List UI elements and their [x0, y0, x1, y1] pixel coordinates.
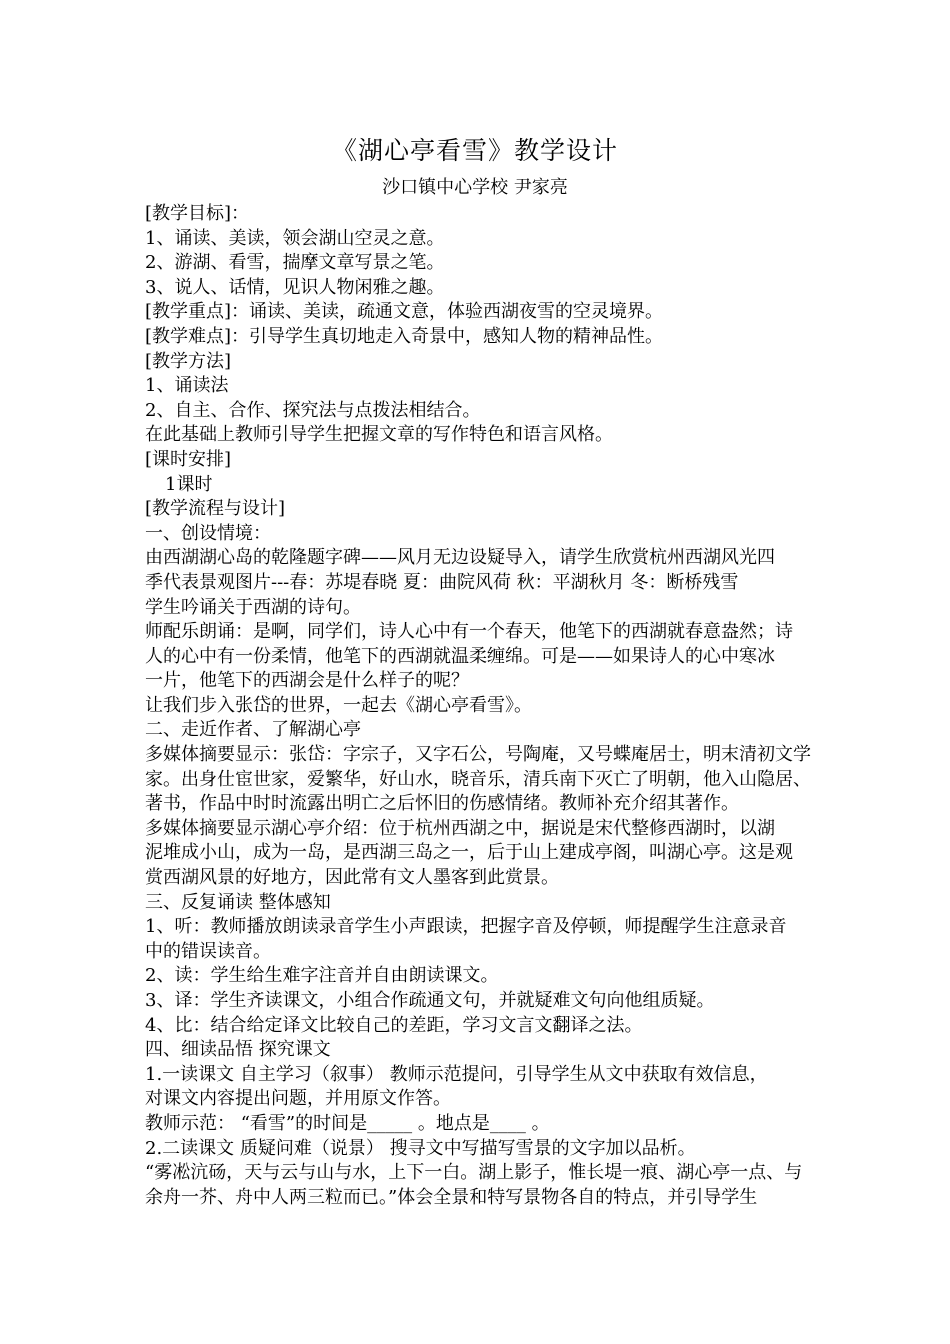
paragraph-line: 对课文内容提出问题，并用原文作答。: [145, 1088, 451, 1110]
paragraph-line: 1、听：教师播放朗读录音学生小声跟读，把握字音及停顿，师提醒学生注意录音: [145, 916, 787, 938]
paragraph-line: 2、读：学生给生难字注音并自由朗读课文。: [145, 965, 499, 987]
method-item: 1、诵读法: [145, 375, 229, 397]
document-body: [145, 202, 825, 1210]
paragraph-line: 赏西湖风景的好地方，因此常有文人墨客到此赏景。: [145, 867, 559, 889]
objective-item: 2、游湖、看雪，揣摩文章写景之笔。: [145, 252, 445, 274]
paragraph-line: 2.二读课文 质疑问难（说景） 搜寻文中写描写雪景的文字加以品析。: [145, 1137, 696, 1159]
paragraph-line: 师配乐朗诵：是啊，同学们，诗人心中有一个春天，他笔下的西湖就春意盎然；诗: [145, 621, 793, 643]
difficult-points: [教学难点]：引导学生真切地走入奇景中，感知人物的精神品性。: [145, 325, 664, 347]
paragraph-line: 一片，他笔下的西湖会是什么样子的呢？: [145, 670, 469, 692]
paragraph-line: “雾凇沆砀，天与云与山与水，上下一白。湖上影子，惟长堤一痕、湖心亭一点、与: [145, 1162, 803, 1184]
section-heading-schedule: [课时安排]: [145, 448, 232, 470]
paragraph-line: 多媒体摘要显示湖心亭介绍：位于杭州西湖之中，据说是宋代整修西湖时，以湖: [145, 817, 775, 839]
method-item: 2、自主、合作、探究法与点拨法相结合。: [145, 399, 481, 421]
paragraph-line: 泥堆成小山，成为一岛，是西湖三岛之一，后于山上建成亭阁，叫湖心亭。这是观: [145, 842, 793, 864]
paragraph-line: 学生吟诵关于西湖的诗句。: [145, 596, 361, 618]
paragraph-line: 多媒体摘要显示：张岱：字宗子，又字石公，号陶庵，又号蝶庵居士，明末清初文学: [145, 744, 811, 766]
objective-item: 1、诵读、美读，领会湖山空灵之意。: [145, 227, 445, 249]
key-points: [教学重点]：诵读、美读，疏通文意，体验西湖夜雪的空灵境界。: [145, 301, 664, 323]
objective-item: 3、说人、话情，见识人物闲雅之趣。: [145, 276, 445, 298]
step-heading: 二、走近作者、了解湖心亭: [145, 719, 361, 741]
paragraph-line: 1.一读课文 自主学习（叙事） 教师示范提问，引导学生从文中获取有效信息，: [145, 1063, 768, 1085]
paragraph-line: 在此基础上教师引导学生把握文章的写作特色和语言风格。: [145, 424, 613, 446]
paragraph-line: 中的错误读音。: [145, 940, 271, 962]
section-heading-objectives: [教学目标]：: [145, 203, 250, 224]
paragraph-line: 让我们步入张岱的世界，一起去《湖心亭看雪》。: [145, 694, 532, 716]
step-heading: 四、细读品悟 探究课文: [145, 1039, 331, 1061]
document-title: 《湖心亭看雪》教学设计: [331, 136, 618, 165]
paragraph-line: 教师示范： “看雪”的时间是_____ 。地点是____ 。: [145, 1112, 550, 1134]
section-heading-process: [教学流程与设计]: [145, 498, 286, 520]
paragraph-line: 3、译：学生齐读课文，小组合作疏通文句，并就疑难文句向他组质疑。: [145, 990, 715, 1011]
document-author: 沙口镇中心学校 尹家亮: [382, 177, 568, 198]
paragraph-line: 家。出身仕宦世家，爱繁华，好山水，晓音乐，清兵南下灭亡了明朝，他入山隐居、: [145, 768, 811, 790]
paragraph-line: 季代表景观图片---春：苏堤春晓 夏：曲院风荷 秋：平湖秋月 冬：断桥残雪: [145, 571, 739, 593]
paragraph-line: 余舟一芥、舟中人两三粒而已。”体会全景和特写景物各自的特点，并引导学生: [145, 1186, 758, 1208]
step-heading: 三、反复诵读 整体感知: [145, 891, 331, 913]
section-heading-methods: [教学方法]: [145, 350, 232, 372]
paragraph-line: 人的心中有一份柔情，他笔下的西湖就温柔缠绵。可是——如果诗人的心中寒冰: [145, 645, 775, 667]
step-heading: 一、创设情境：: [145, 522, 271, 544]
schedule-value: 1课时: [165, 473, 213, 495]
paragraph-line: 著书，作品中时时流露出明亡之后怀旧的伤感情绪。教师补充介绍其著作。: [145, 793, 739, 815]
paragraph-line: 4、比：结合给定译文比较自己的差距，学习文言文翻译之法。: [145, 1014, 643, 1036]
paragraph-line: 由西湖湖心岛的乾隆题字碑——风月无边设疑导入，请学生欣赏杭州西湖风光四: [145, 547, 775, 569]
